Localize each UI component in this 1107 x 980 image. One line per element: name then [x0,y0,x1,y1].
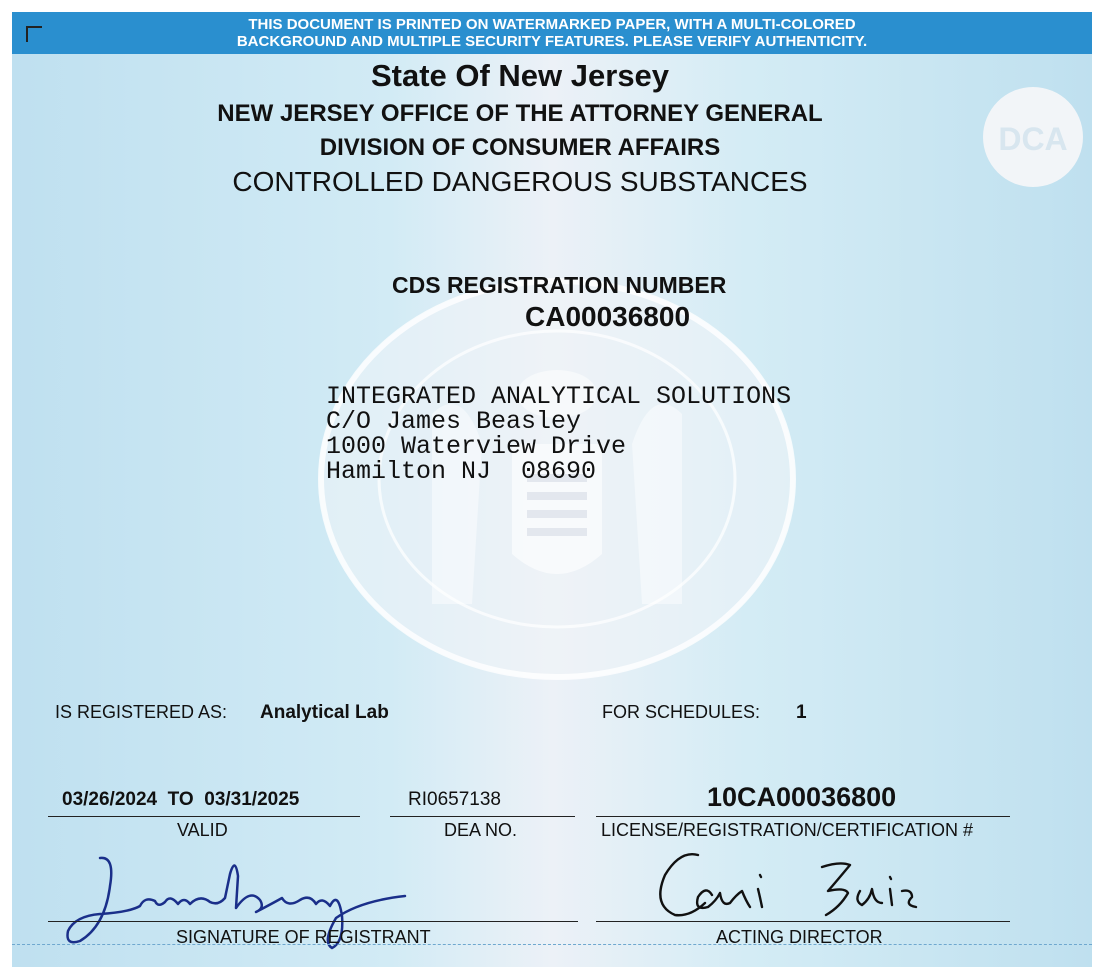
registrant-signature-label: SIGNATURE OF REGISTRANT [176,927,431,947]
schedules-label: FOR SCHEDULES: [602,702,761,722]
license-rule [596,816,1010,817]
registrant-name: INTEGRATED ANALYTICAL SOLUTIONS [326,382,792,411]
dca-badge-text: DCA [998,121,1068,157]
banner-line-2: BACKGROUND AND MULTIPLE SECURITY FEATURES. PLEASE VERIFY AUTHENTICITY. [236,33,868,50]
registrant-care-of: C/O James Beasley [326,407,582,436]
office-title: NEW JERSEY OFFICE OF THE ATTORNEY GENERAL [217,100,823,127]
registrant-city: Hamilton NJ 08690 [326,457,597,486]
dea-label: DEA NO. [444,820,518,840]
corner-mark [26,26,42,42]
valid-dates: 03/26/2024 TO 03/31/2025 [62,789,300,810]
director-signature [650,845,940,925]
banner-line-1: THIS DOCUMENT IS PRINTED ON WATERMARKED PAPER, WITH A MULTI-COLORED [248,16,856,33]
license-label: LICENSE/REGISTRATION/CERTIFICATION # [601,820,974,840]
dea-rule [390,816,575,817]
schedules-value: 1 [796,702,807,723]
registered-as-label: IS REGISTERED AS: [55,702,228,722]
registration-label: CDS REGISTRATION NUMBER [392,272,727,298]
director-signature-label: ACTING DIRECTOR [716,927,883,947]
bottom-perforation [12,944,1092,945]
program-title: CONTROLLED DANGEROUS SUBSTANCES [232,166,808,197]
valid-rule [48,816,360,817]
registration-number: CA00036800 [525,301,691,332]
registrant-address [326,384,791,484]
valid-label: VALID [177,820,228,840]
registrant-street: 1000 Waterview Drive [326,432,627,461]
dea-number: RI0657138 [408,789,501,810]
state-title: State Of New Jersey [370,58,670,93]
registered-as-value: Analytical Lab [260,702,389,723]
security-banner [12,12,1092,54]
director-signature-rule [596,921,1010,922]
license-number: 10CA00036800 [707,782,897,812]
registrant-signature-rule [48,921,578,922]
division-title: DIVISION OF CONSUMER AFFAIRS [319,134,721,161]
